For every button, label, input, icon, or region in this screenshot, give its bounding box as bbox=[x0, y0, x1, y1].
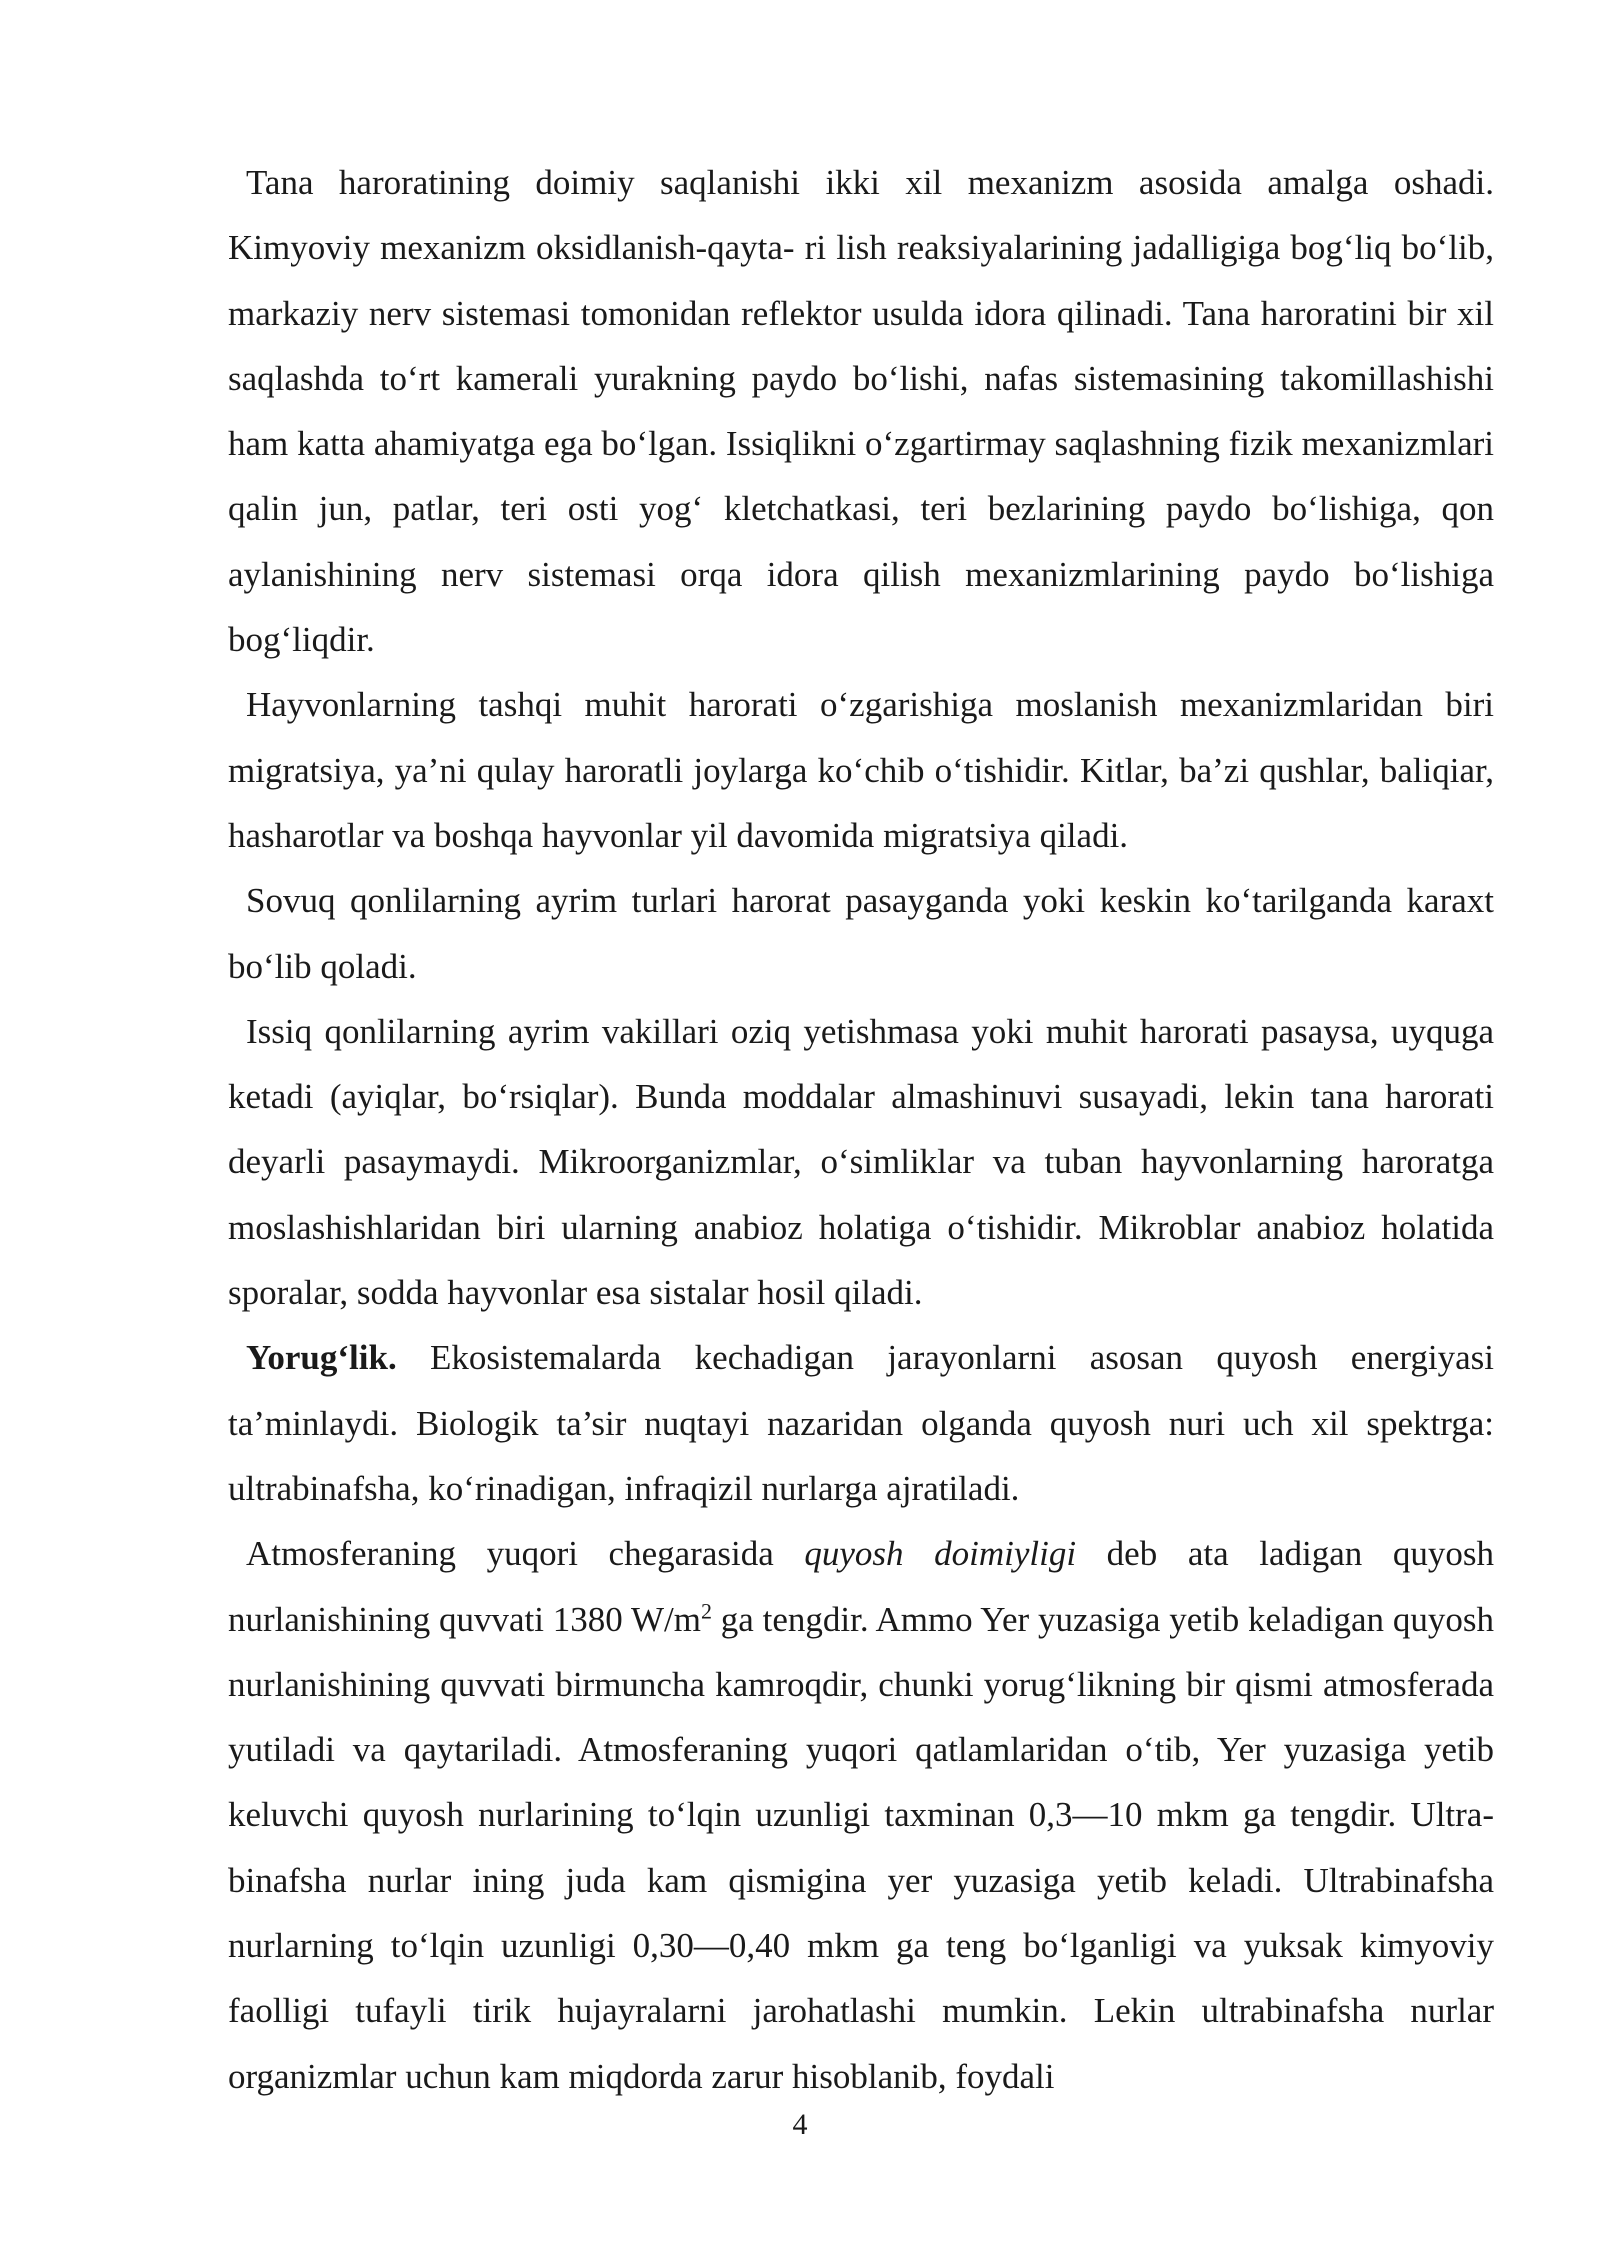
paragraph-text-part: ga tengdir. Ammo Yer yuzasiga yetib keladigan quyosh nurlanishining quvvati birmuncha kamroqdir, chunki yorug‘likning bir qismi atmosferada yutiladi va qaytariladi. Atmosferaning yuqori qatlamlaridan o‘tib, Yer yuzasiga yetib keluvchi quyosh nurlarining to‘lqin uzunligi taxminan 0,3—10 mkm ga tengdir. Ultra- binafsha nurlar ining juda kam qismigina yer yuzasiga yetib keladi. Ultrabinafsha nurlarning to‘lqin uzunligi 0,30—0,40 mkm ga teng bo‘lganligi va yuksak kimyoviy faolligi tufayli tirik hujayralarni jarohatlashi mumkin. Lekin ultrabinafsha nurlar organizmlar uchun kam miqdorda zarur hisoblanib, foydali bbox=[228, 1599, 1494, 2096]
paragraph-text: Tana haroratining doimiy saqlanishi ikki xil mexanizm asosida amalga oshadi. Kimyoviy mexanizm oksidlanish-qayta- ri lish reaksiyalarining jadalligiga bog‘liq bo‘lib, markaziy nerv sistemasi tomonidan reflektor usulda idora qilinadi. Tana haroratini bir xil saqlashda to‘rt kamerali yurakning paydo bo‘lishi, nafas sistemasining takomillashishi ham katta ahamiyatga ega bo‘lgan. Issiqlikni o‘zgartirmay saqlashning fizik mexanizmlari qalin jun, patlar, teri osti yog‘ kletchatkasi, teri bezlarining paydo bo‘lishiga, qon aylanishining nerv sistemasi orqa idora qilish mexanizmlarining paydo bo‘lishiga bog‘liqdir. bbox=[228, 163, 1494, 660]
paragraph-text: Hayvonlarning tashqi muhit harorati o‘zgarishiga moslanish mexanizmlaridan biri migratsiya, ya’ni qulay haroratli joylarga ko‘chib o‘tishidir. Kitlar, ba’zi qushlar, baliqiar, hasharotlar va boshqa hayvonlar yil davomida migratsiya qiladi. bbox=[228, 685, 1494, 855]
italic-term: quyosh doimiyligi bbox=[804, 1534, 1077, 1574]
paragraph-light bbox=[228, 1325, 1494, 1521]
paragraph-solar-constant bbox=[228, 1521, 1494, 2109]
paragraph-text: Sovuq qonlilarning ayrim turlari harorat pasayganda yoki keskin ko‘tarilganda karaxt bo‘lib qoladi. bbox=[228, 881, 1494, 986]
page-number: 4 bbox=[792, 2108, 808, 2141]
paragraph-text-part: Atmosferaning yuqori chegarasida bbox=[246, 1534, 805, 1574]
paragraph-text-part: deb ata ladigan quyosh nurlanishining quvvati 1380 W/m bbox=[228, 1534, 1494, 1639]
document-page bbox=[228, 150, 1494, 2109]
superscript: 2 bbox=[700, 1597, 712, 1623]
paragraph-hibernation bbox=[228, 999, 1494, 1325]
paragraph-thermoregulation bbox=[228, 150, 1494, 672]
paragraph-text: Issiq qonlilarning ayrim vakillari oziq yetishmasa yoki muhit harorati pasaysa, uyquga ketadi (ayiqlar, bo‘rsiqlar). Bunda moddalar almashinuvi susayadi, lekin tana harorati deyarli pasaymaydi. Mikroorganizmlar, o‘simliklar va tuban hayvonlarning haroratga moslashishlaridan biri ularning anabioz holatiga o‘tishidir. Mikroblar anabioz holatida sporalar, sodda hayvonlar esa sistalar hosil qiladi. bbox=[228, 1011, 1494, 1313]
paragraph-torpor bbox=[228, 868, 1494, 999]
paragraph-text: Ekosistemalarda kechadigan jarayonlarni asosan quyosh energiyasi ta’minlaydi. Biologik ta’sir nuqtayi nazaridan olganda quyosh nuri uch xil spektrga: ultrabinafsha, ko‘rinadigan, infraqizil nurlarga ajratiladi. bbox=[228, 1338, 1494, 1508]
paragraph-migration bbox=[228, 672, 1494, 868]
section-heading-light: Yorug‘lik. bbox=[246, 1338, 397, 1378]
